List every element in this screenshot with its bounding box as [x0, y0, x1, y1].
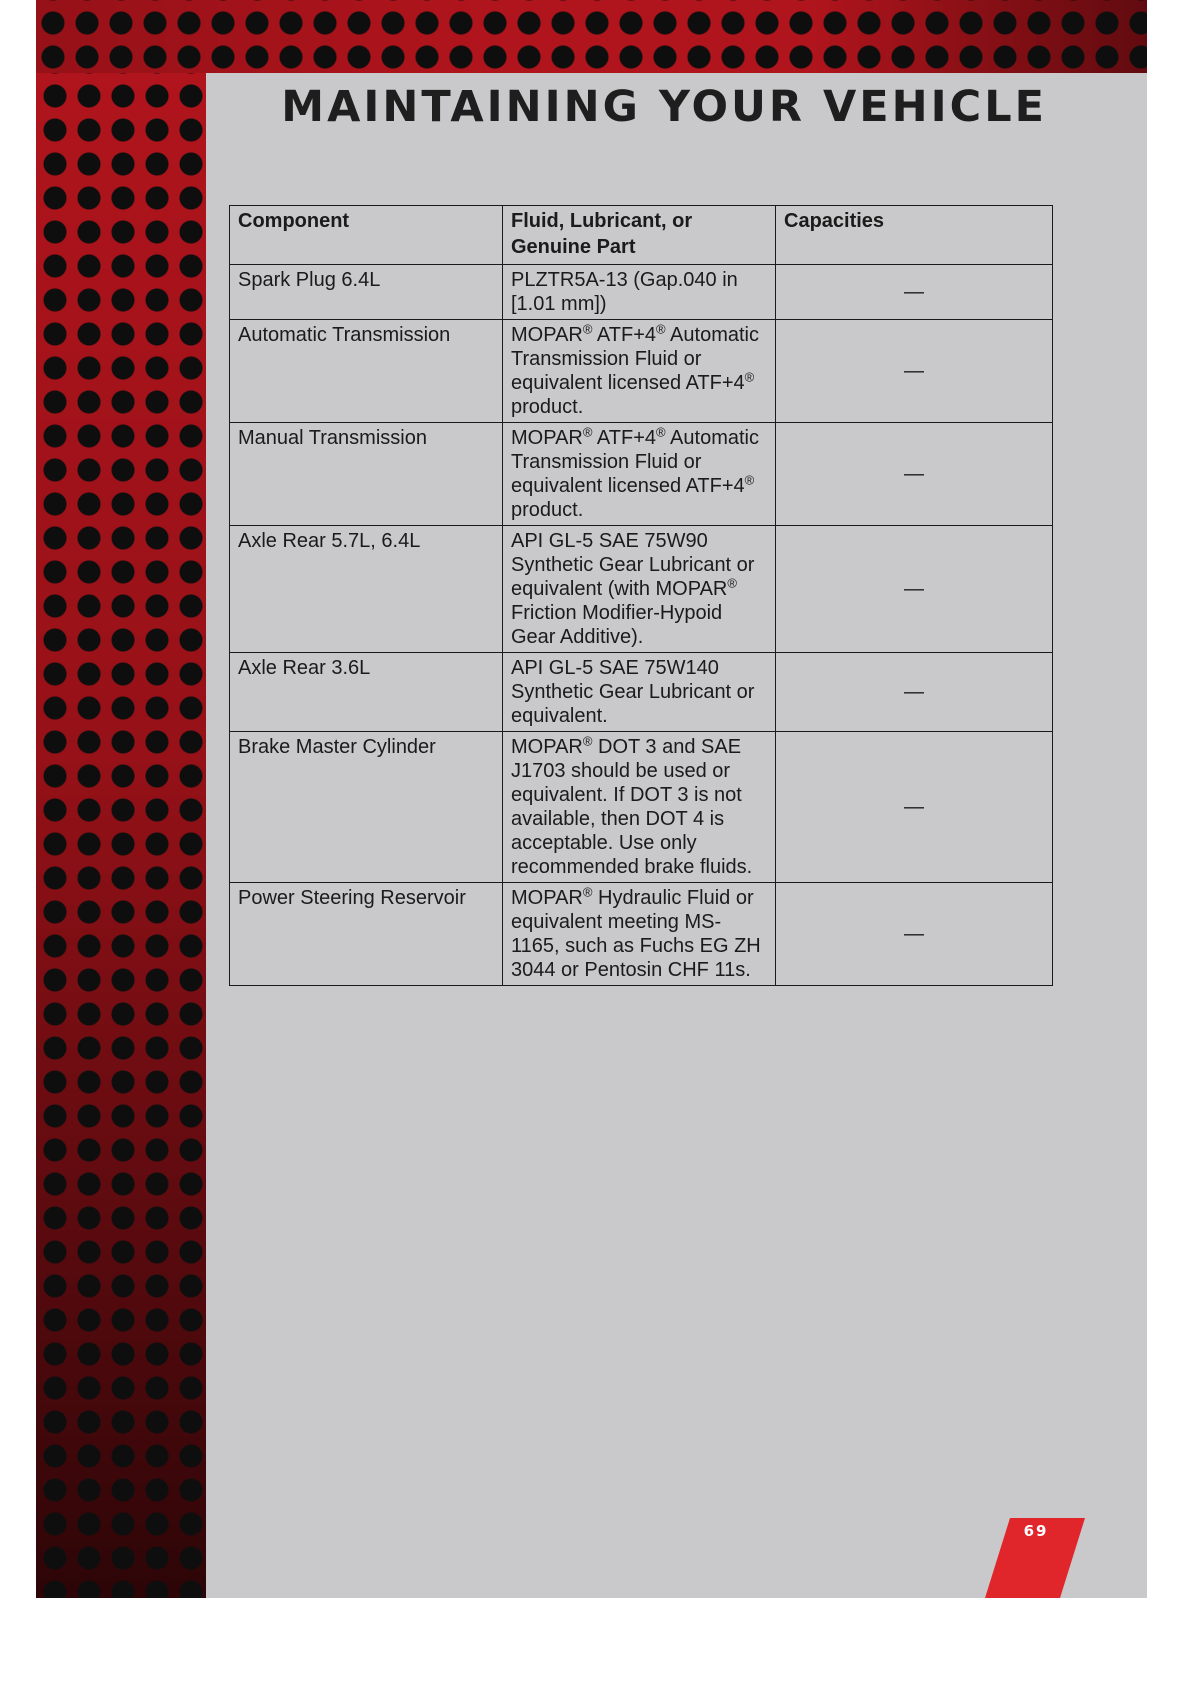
- component-cell: Automatic Transmission: [230, 320, 503, 423]
- fluid-cell: MOPAR® ATF+4® Automatic Transmission Fluid or equivalent licensed ATF+4® product.: [503, 320, 776, 423]
- registered-mark: ®: [582, 884, 593, 900]
- page-title: MAINTAINING YOUR VEHICLE: [281, 82, 1047, 132]
- table-row: [230, 265, 1053, 320]
- column-header-capacities: Capacities: [776, 206, 1053, 265]
- fluid-cell: MOPAR® Hydraulic Fluid or equivalent meeting MS-1165, such as Fuchs EG ZH 3044 or Pentosin CHF 11s.: [503, 883, 776, 986]
- perforated-metal-header-graphic: [36, 0, 1147, 73]
- registered-mark: ®: [582, 424, 593, 440]
- registered-mark: ®: [582, 733, 593, 749]
- component-cell: Manual Transmission: [230, 423, 503, 526]
- capacity-value: —: [904, 923, 924, 945]
- table-row: [230, 883, 1053, 986]
- table-header-row: [230, 206, 1053, 265]
- page-number: 69: [1023, 1522, 1049, 1540]
- registered-mark: ®: [744, 369, 755, 385]
- capacity-cell: [776, 732, 1053, 883]
- registered-mark: ®: [582, 321, 593, 337]
- capacity-value: —: [904, 578, 924, 600]
- column-header-component: Component: [230, 206, 503, 265]
- table-row: [230, 320, 1053, 423]
- capacity-cell: [776, 526, 1053, 653]
- perforated-metal-side-graphic: [36, 73, 206, 1598]
- capacity-cell: [776, 265, 1053, 320]
- capacity-value: —: [904, 796, 924, 818]
- fluid-cell: MOPAR® ATF+4® Automatic Transmission Fluid or equivalent licensed ATF+4® product.: [503, 423, 776, 526]
- registered-mark: ®: [656, 424, 666, 440]
- fluid-cell: API GL-5 SAE 75W140 Synthetic Gear Lubricant or equivalent.: [503, 653, 776, 732]
- table-row: [230, 423, 1053, 526]
- table-row: [230, 732, 1053, 883]
- registered-mark: ®: [744, 472, 755, 488]
- fluid-cell: PLZTR5A-13 (Gap.040 in [1.01 mm]): [503, 265, 776, 320]
- capacity-value: —: [904, 281, 924, 303]
- component-cell: Axle Rear 3.6L: [230, 653, 503, 732]
- capacity-cell: [776, 423, 1053, 526]
- fluid-cell: MOPAR® DOT 3 and SAE J1703 should be used or equivalent. If DOT 3 is not available, then DOT 4 is acceptable. Use only recommended brake fluids.: [503, 732, 776, 883]
- component-cell: Power Steering Reservoir: [230, 883, 503, 986]
- capacity-cell: [776, 320, 1053, 423]
- fluids-lubricants-table: [229, 205, 1053, 986]
- table-row: [230, 653, 1053, 732]
- registered-mark: ®: [656, 321, 666, 337]
- capacity-cell: [776, 653, 1053, 732]
- component-cell: Axle Rear 5.7L, 6.4L: [230, 526, 503, 653]
- capacity-value: —: [904, 681, 924, 703]
- component-cell: Brake Master Cylinder: [230, 732, 503, 883]
- component-cell: Spark Plug 6.4L: [230, 265, 503, 320]
- table-row: [230, 526, 1053, 653]
- capacity-value: —: [904, 360, 924, 382]
- fluid-cell: API GL-5 SAE 75W90 Synthetic Gear Lubricant or equivalent (with MOPAR® Friction Modifier-Hypoid Gear Additive).: [503, 526, 776, 653]
- capacity-cell: [776, 883, 1053, 986]
- registered-mark: ®: [727, 575, 737, 591]
- capacity-value: —: [904, 463, 924, 485]
- column-header-fluid: Fluid, Lubricant, or Genuine Part: [503, 206, 776, 265]
